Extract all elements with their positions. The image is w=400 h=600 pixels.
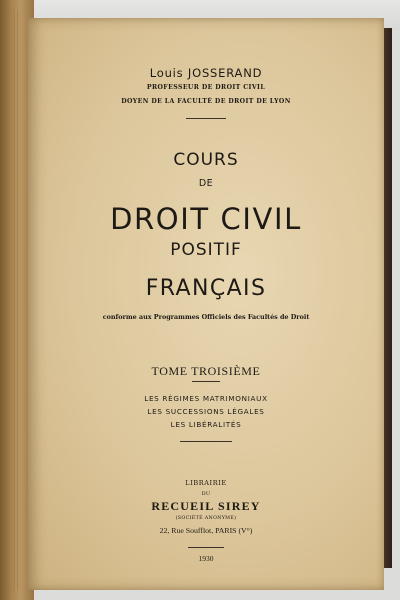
- publisher-label: LIBRAIRIE: [185, 479, 227, 487]
- divider-3: [180, 441, 232, 442]
- divider-4: [188, 547, 224, 548]
- subtitle: conforme aux Programmes Officiels des Facultés de Droit: [102, 313, 310, 321]
- publisher-du: DU: [201, 491, 211, 497]
- title-de: DE: [198, 178, 214, 189]
- title-page: [28, 18, 384, 590]
- publisher-address: 22, Rue Soufflot, PARIS (V°): [159, 526, 253, 535]
- volume-title: TOME TROISIÈME: [151, 364, 261, 378]
- title-positif: POSITIF: [170, 240, 242, 260]
- spine-edge: [14, 10, 18, 590]
- subject-line: LES LIBÉRALITÉS: [170, 420, 242, 429]
- divider-1: [186, 118, 226, 119]
- author-role-1: PROFESSEUR DE DROIT CIVIL: [146, 84, 266, 91]
- publisher-name: RECUEIL SIREY: [151, 499, 261, 513]
- divider-2: [192, 381, 220, 382]
- publication-year: 1930: [198, 554, 214, 563]
- author-name: Louis JOSSERAND: [149, 66, 263, 80]
- subject-line: LES SUCCESSIONS LÉGALES: [147, 407, 265, 416]
- subject-line: LES RÉGIMES MATRIMONIAUX: [144, 394, 268, 403]
- author-role-2: DOYEN DE LA FACULTÉ DE DROIT DE LYON: [121, 98, 291, 105]
- title-francais: FRANÇAIS: [145, 276, 267, 301]
- publisher-type: (SOCIÉTÉ ANONYME): [175, 516, 237, 521]
- title-cours: COURS: [173, 150, 239, 170]
- title-droit-civil: DROIT CIVIL: [110, 202, 302, 236]
